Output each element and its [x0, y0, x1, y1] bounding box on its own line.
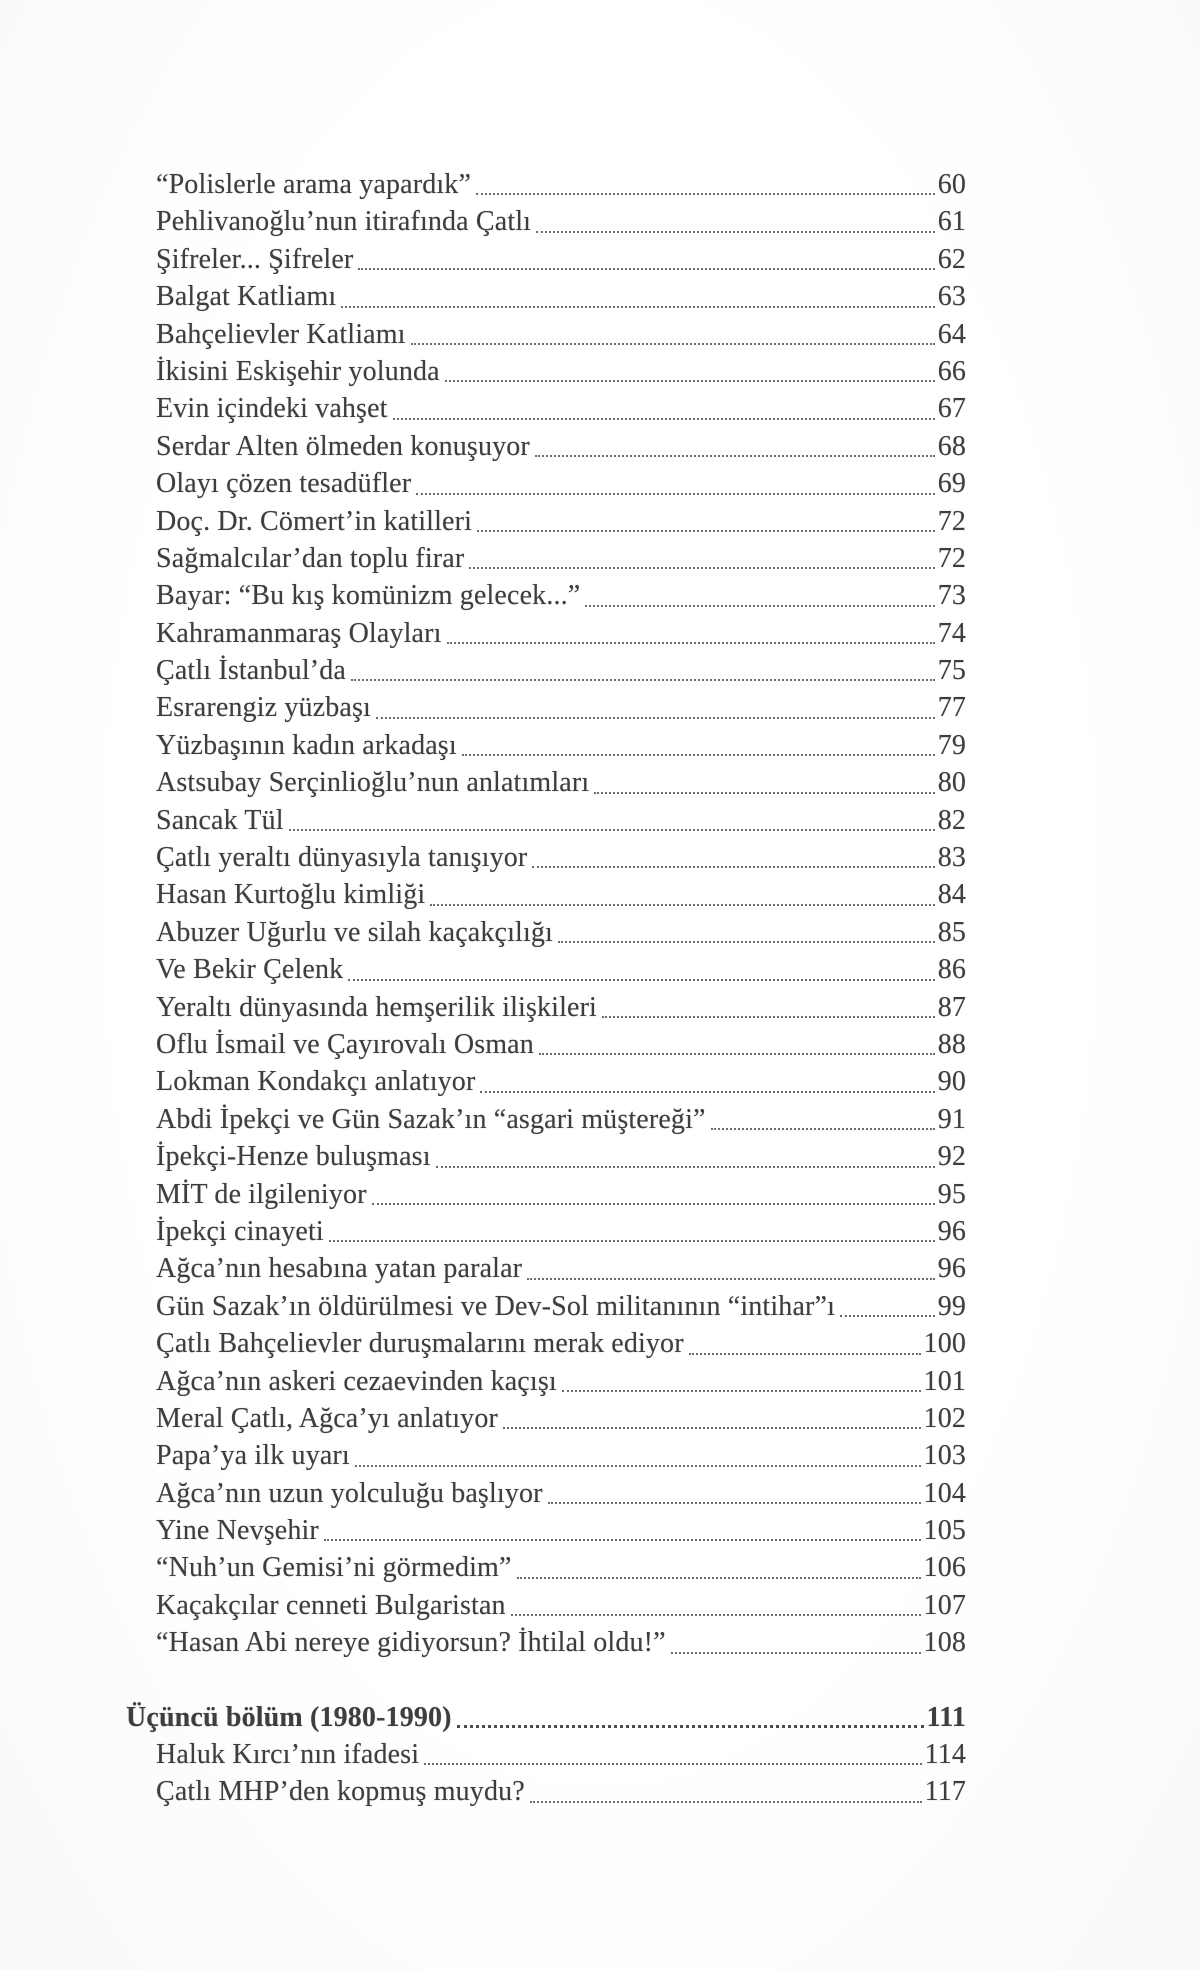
- toc-entry-title: Astsubay Serçinlioğlu’nun anlatımları: [156, 767, 590, 799]
- toc-entry-title: Ağca’nın askeri cezaevinden kaçışı: [156, 1365, 557, 1397]
- toc-entry-page-number: 84: [937, 879, 966, 911]
- toc-row: [126, 652, 966, 689]
- toc-entry-title: Papa’ya ilk uyarı: [156, 1440, 350, 1472]
- toc-entry-page-number: 75: [937, 655, 966, 687]
- toc-entry-page-number: 108: [923, 1627, 966, 1659]
- toc-row: [126, 1400, 966, 1437]
- toc-entry-page-number: 64: [937, 318, 966, 350]
- dot-leader: [671, 1624, 921, 1653]
- toc-entry-title: Doç. Dr. Cömert’in katilleri: [156, 505, 473, 537]
- toc-entry-title: Bahçelievler Katliamı: [156, 318, 406, 350]
- toc-row: [126, 1475, 966, 1512]
- dot-leader: [430, 876, 934, 905]
- toc-list: [126, 166, 966, 1811]
- toc-entry-page-number: 72: [937, 505, 966, 537]
- toc-row: [126, 914, 966, 951]
- toc-entry-title: İpekçi-Henze buluşması: [156, 1141, 431, 1173]
- toc-row: [126, 428, 966, 465]
- toc-entry-title: Olayı çözen tesadüfler: [156, 468, 412, 500]
- toc-entry-title: Bayar: “Bu kış komünizm gelecek...”: [156, 580, 581, 612]
- toc-entry-title: Ağca’nın uzun yolculuğu başlıyor: [156, 1477, 543, 1509]
- toc-entry-page-number: 85: [937, 916, 966, 948]
- toc-row: [126, 278, 966, 315]
- dot-leader: [358, 241, 934, 270]
- toc-row: [126, 465, 966, 502]
- dot-leader: [436, 1138, 935, 1167]
- toc-entry-title: Gün Sazak’ın öldürülmesi ve Dev-Sol militanının “intihar”ı: [156, 1290, 836, 1322]
- toc-entry-title: Yüzbaşının kadın arkadaşı: [156, 729, 457, 761]
- toc-entry-title: Yine Nevşehir: [156, 1515, 319, 1547]
- toc-row: [126, 876, 966, 913]
- toc-entry-title: Hasan Kurtoğlu kimliği: [156, 879, 426, 911]
- dot-leader: [503, 1400, 921, 1429]
- toc-entry-page-number: 72: [937, 542, 966, 574]
- toc-entry-page-number: 103: [923, 1440, 966, 1472]
- toc-entry-title: Çatlı Bahçelievler duruşmalarını merak ediyor: [156, 1328, 684, 1360]
- toc-entry-title: “Polislerle arama yapardık”: [156, 169, 472, 200]
- toc-entry-title: “Nuh’un Gemisi’ni görmedim”: [156, 1552, 512, 1584]
- toc-entry-page-number: 86: [937, 954, 966, 986]
- toc-entry-title: Çatlı MHP’den kopmuş muydu?: [156, 1776, 525, 1808]
- dot-leader: [469, 540, 934, 569]
- toc-row: [126, 1437, 966, 1474]
- dot-leader: [594, 764, 934, 793]
- toc-entry-title: İpekçi cinayeti: [156, 1215, 324, 1247]
- dot-leader: [416, 465, 935, 494]
- dot-leader: [355, 1437, 921, 1466]
- dot-leader: [558, 914, 935, 943]
- dot-leader: [376, 689, 935, 718]
- toc-entry-page-number: 67: [937, 393, 966, 425]
- toc-entry-title: “Hasan Abi nereye gidiyorsun? İhtilal oldu!”: [156, 1627, 666, 1659]
- toc-entry-title: Abdi İpekçi ve Gün Sazak’ın “asgari müştereği”: [156, 1103, 706, 1135]
- toc-row: [126, 353, 966, 390]
- toc-entry-title: Çatlı yeraltı dünyasıyla tanışıyor: [156, 842, 528, 874]
- toc-row: [126, 1512, 966, 1549]
- toc-entry-page-number: 83: [937, 842, 966, 874]
- toc-entry-title: Balgat Katliamı: [156, 281, 337, 313]
- toc-entry-title: Pehlivanoğlu’nun itirafında Çatlı: [156, 206, 532, 238]
- toc-row: [126, 1363, 966, 1400]
- dot-leader: [548, 1475, 921, 1504]
- dot-leader: [532, 839, 934, 868]
- dot-leader: [517, 1549, 921, 1578]
- toc-entry-title: Abuzer Uğurlu ve silah kaçakçılığı: [156, 916, 553, 948]
- toc-row: [126, 1176, 966, 1213]
- toc-entry-page-number: 100: [923, 1328, 966, 1360]
- toc-entry-page-number: 79: [937, 729, 966, 761]
- toc-entry-page-number: 101: [923, 1365, 966, 1397]
- toc-row: [126, 764, 966, 801]
- toc-entry-title: MİT de ilgileniyor: [156, 1178, 367, 1210]
- toc-entry-title: Ağca’nın hesabına yatan paralar: [156, 1253, 523, 1285]
- toc-entry-page-number: 88: [937, 1028, 966, 1060]
- toc-row: [126, 1063, 966, 1100]
- toc-entry-page-number: 96: [937, 1253, 966, 1285]
- toc-row: [126, 1624, 966, 1661]
- toc-section-row: [126, 1699, 966, 1736]
- toc-entry-page-number: 105: [923, 1515, 966, 1547]
- toc-entry-page-number: 68: [937, 430, 966, 462]
- toc-entry-page-number: 90: [937, 1066, 966, 1098]
- dot-leader: [562, 1363, 921, 1392]
- dot-leader: [530, 1773, 922, 1802]
- toc-row: [126, 203, 966, 240]
- toc-entry-page-number: 111: [926, 1701, 966, 1733]
- toc-row: [126, 577, 966, 614]
- toc-entry-title: Evin içindeki vahşet: [156, 393, 388, 425]
- toc-row: [126, 540, 966, 577]
- toc-entry-page-number: 63: [937, 281, 966, 313]
- toc-entry-title: Esrarengiz yüzbaşı: [156, 692, 371, 724]
- toc-row: [126, 1587, 966, 1624]
- dot-leader: [711, 1101, 935, 1130]
- dot-leader: [689, 1325, 921, 1354]
- dot-leader: [329, 1213, 935, 1242]
- toc-row: [126, 615, 966, 652]
- toc-entry-title: Sağmalcılar’dan toplu firar: [156, 542, 465, 574]
- toc-row: [126, 1736, 966, 1773]
- toc-entry-page-number: 117: [924, 1776, 966, 1808]
- dot-leader: [476, 166, 935, 195]
- toc-entry-title: Oflu İsmail ve Çayırovalı Osman: [156, 1028, 534, 1060]
- toc-entry-page-number: 95: [937, 1178, 966, 1210]
- toc-entry-page-number: 91: [937, 1103, 966, 1135]
- dot-leader: [511, 1587, 921, 1616]
- toc-row: [126, 951, 966, 988]
- toc-entry-title: Kahramanmaraş Olayları: [156, 617, 442, 649]
- dot-leader: [535, 428, 935, 457]
- toc-row: [126, 1325, 966, 1362]
- toc-row: [126, 1250, 966, 1287]
- toc-entry-title: Yeraltı dünyasında hemşerilik ilişkileri: [156, 991, 597, 1023]
- toc-entry-page-number: 69: [937, 468, 966, 500]
- dot-leader: [341, 278, 934, 307]
- toc-entry-title: Sancak Tül: [156, 804, 284, 836]
- toc-row: [126, 390, 966, 427]
- dot-leader: [445, 353, 935, 382]
- toc-row: [126, 1288, 966, 1325]
- toc-entry-page-number: 106: [923, 1552, 966, 1584]
- toc-entry-page-number: 104: [923, 1477, 966, 1509]
- toc-entry-page-number: 114: [924, 1739, 966, 1771]
- toc-row: [126, 1138, 966, 1175]
- dot-leader: [585, 577, 934, 606]
- toc-entry-title: Haluk Kırcı’nın ifadesi: [156, 1739, 420, 1771]
- toc-entry-title: Çatlı İstanbul’da: [156, 655, 346, 687]
- toc-row: [126, 316, 966, 353]
- dot-leader: [539, 1026, 935, 1055]
- toc-entry-page-number: 82: [937, 804, 966, 836]
- toc-row: [126, 241, 966, 278]
- dot-leader: [840, 1288, 935, 1317]
- toc-row: [126, 839, 966, 876]
- toc-entry-title: Kaçakçılar cenneti Bulgaristan: [156, 1589, 506, 1621]
- dot-leader: [447, 615, 935, 644]
- toc-entry-page-number: 66: [937, 355, 966, 387]
- toc-entry-title: Serdar Alten ölmeden konuşuyor: [156, 430, 530, 462]
- toc-entry-page-number: 87: [937, 991, 966, 1023]
- dot-leader: [411, 316, 935, 345]
- toc-row: [126, 727, 966, 764]
- toc-entry-page-number: 107: [923, 1589, 966, 1621]
- dot-leader: [480, 1063, 934, 1092]
- dot-leader: [527, 1250, 935, 1279]
- toc-row: [126, 1549, 966, 1586]
- toc-entry-page-number: 73: [937, 580, 966, 612]
- toc-row: [126, 989, 966, 1026]
- toc-row: [126, 1101, 966, 1138]
- toc-entry-page-number: 102: [923, 1402, 966, 1434]
- dot-leader: [457, 1699, 924, 1728]
- dot-leader: [351, 652, 935, 681]
- toc-entry-page-number: 96: [937, 1215, 966, 1247]
- toc-entry-page-number: 80: [937, 767, 966, 799]
- toc-row: [126, 802, 966, 839]
- toc-row: [126, 1213, 966, 1250]
- dot-leader: [462, 727, 935, 756]
- dot-leader: [393, 390, 935, 419]
- toc-row: [126, 1773, 966, 1810]
- dot-leader: [348, 951, 934, 980]
- toc-row: [126, 503, 966, 540]
- toc-section-title: Üçüncü bölüm (1980-1990): [126, 1701, 452, 1733]
- toc-entry-title: Ve Bekir Çelenk: [156, 954, 344, 986]
- toc-entry-page-number: 60: [937, 169, 966, 200]
- dot-leader: [289, 802, 935, 831]
- toc-entry-page-number: 77: [937, 692, 966, 724]
- dot-leader: [372, 1176, 935, 1205]
- toc-row: [126, 1026, 966, 1063]
- dot-leader: [324, 1512, 921, 1541]
- toc-row: [126, 166, 966, 203]
- toc-entry-page-number: 74: [937, 617, 966, 649]
- dot-leader: [424, 1736, 921, 1765]
- toc-entry-page-number: 99: [937, 1290, 966, 1322]
- dot-leader: [536, 203, 935, 232]
- dot-leader: [477, 503, 935, 532]
- toc-entry-title: Şifreler... Şifreler: [156, 243, 354, 275]
- toc-entry-title: Meral Çatlı, Ağca’yı anlatıyor: [156, 1402, 498, 1434]
- toc-row: [126, 689, 966, 726]
- toc-entry-page-number: 62: [937, 243, 966, 275]
- dot-leader: [602, 989, 935, 1018]
- toc-entry-title: Lokman Kondakçı anlatıyor: [156, 1066, 476, 1098]
- toc-entry-page-number: 92: [937, 1141, 966, 1173]
- toc-entry-title: İkisini Eskişehir yolunda: [156, 355, 440, 387]
- toc-entry-page-number: 61: [937, 206, 966, 238]
